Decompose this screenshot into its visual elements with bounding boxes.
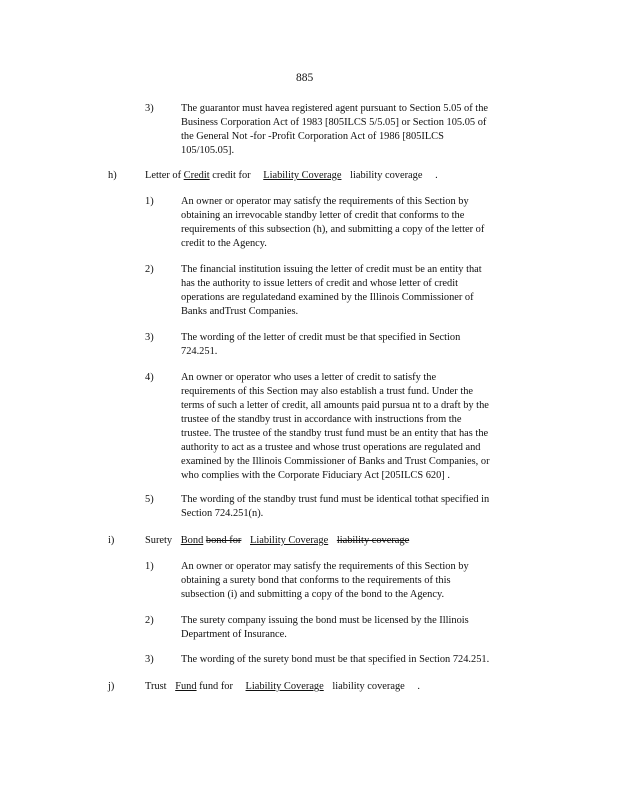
item-number: 2) — [145, 264, 154, 275]
text-line: trustee. The trustee of the standby trust fund must be an entity that has the — [181, 428, 489, 439]
inserted-text: Bond — [180, 535, 204, 546]
heading-end: . — [435, 170, 438, 181]
page-number: 885 — [296, 72, 314, 84]
text-line: credit to the Agency. — [181, 238, 267, 249]
text-line: The financial institution issuing the letter of credit must be an entity that — [181, 264, 482, 275]
heading-end: . — [417, 681, 420, 692]
heading-text: Surety — [145, 535, 173, 546]
text-line: Banks andTrust Companies. — [181, 306, 299, 317]
text-line: trustee of the standby trust in accordance with instructions from the — [181, 414, 462, 425]
text-line: An owner or operator may satisfy the requirements of this Section by — [181, 196, 469, 207]
heading-text: fund for — [199, 681, 233, 692]
item-number: 1) — [145, 196, 154, 207]
text-line: terms of such a letter of credit, all amounts paid pursua nt to a draft by the — [181, 400, 489, 411]
item-number: 4) — [145, 372, 154, 383]
heading-text: liability coverage — [350, 170, 423, 181]
inserted-text: Credit — [183, 170, 210, 181]
inserted-text: Liability Coverage — [250, 535, 329, 546]
text-line: The wording of the surety bond must be that specified in Section 724.251. — [181, 654, 490, 665]
inserted-text: Liability Coverage — [245, 681, 324, 692]
text-line: Section 724.251(n). — [181, 508, 264, 519]
text-line: An owner or operator may satisfy the requirements of this Section by — [181, 561, 469, 572]
text-line: An owner or operator who uses a letter of credit to satisfy the — [181, 372, 437, 383]
text-line: The guarantor must havea registered agent pursuant to Section 5.05 of the — [181, 103, 489, 114]
text-line: 724.251. — [181, 346, 218, 357]
text-line: The wording of the letter of credit must be that specified in Section — [181, 332, 461, 343]
text-line: requirements of this Section may also establish a trust fund. Under the — [181, 386, 474, 397]
heading-text: credit for — [212, 170, 251, 181]
inserted-text: Liability Coverage — [263, 170, 342, 181]
heading-text: Trust — [145, 681, 167, 692]
item-number: 2) — [145, 615, 154, 626]
text-line: the General Not -for -Profit Corporation Act of 1986 [805ILCS — [181, 131, 444, 142]
text-line: The wording of the standby trust fund must be identical tothat specified in — [181, 494, 490, 505]
item-number: 5) — [145, 494, 154, 505]
text-line: 105/105.05]. — [181, 145, 235, 156]
text-line: Business Corporation Act of 1983 [805ILCS 5/5.05] or Section 105.05 of — [181, 117, 487, 128]
text-line: Department of Insurance. — [181, 629, 287, 640]
text-line: authority to act as a trustee and whose trust operations are regulated and — [181, 442, 481, 453]
text-line: who complies with the Corporate Fiduciary Act [205ILCS 620] . — [181, 470, 450, 481]
deleted-text: bond for — [205, 535, 242, 546]
deleted-text: liability coverage — [336, 535, 410, 546]
item-number: 3) — [145, 654, 154, 665]
text-line: The surety company issuing the bond must be licensed by the Illinois — [181, 615, 469, 626]
text-line: operations are regulatedand examined by the Illinois Commissioner of — [181, 292, 474, 303]
inserted-text: Fund — [175, 681, 197, 692]
text-line: requirements of this subsection (h), and submitting a copy of the letter of — [181, 224, 485, 235]
subsection-label: j) — [108, 681, 115, 692]
text-line: examined by the Illinois Commissioner of Banks and Trust Companies, or — [181, 456, 490, 467]
item-number: 3) — [145, 332, 154, 343]
heading-text: Letter of — [145, 170, 182, 181]
heading-text: liability coverage — [332, 681, 405, 692]
text-line: obtaining an irrevocable standby letter of credit that conforms to the — [181, 210, 465, 221]
text-line: subsection (i) and submitting a copy of the bond to the Agency. — [181, 589, 445, 600]
text-line: has the authority to issue letters of credit and whose letter of credit — [181, 278, 458, 289]
item-number: 1) — [145, 561, 154, 572]
subsection-label: i) — [108, 535, 115, 546]
text-line: obtaining a surety bond that conforms to the requirements of this — [181, 575, 451, 586]
subsection-label: h) — [108, 170, 117, 181]
item-number: 3) — [145, 103, 154, 114]
